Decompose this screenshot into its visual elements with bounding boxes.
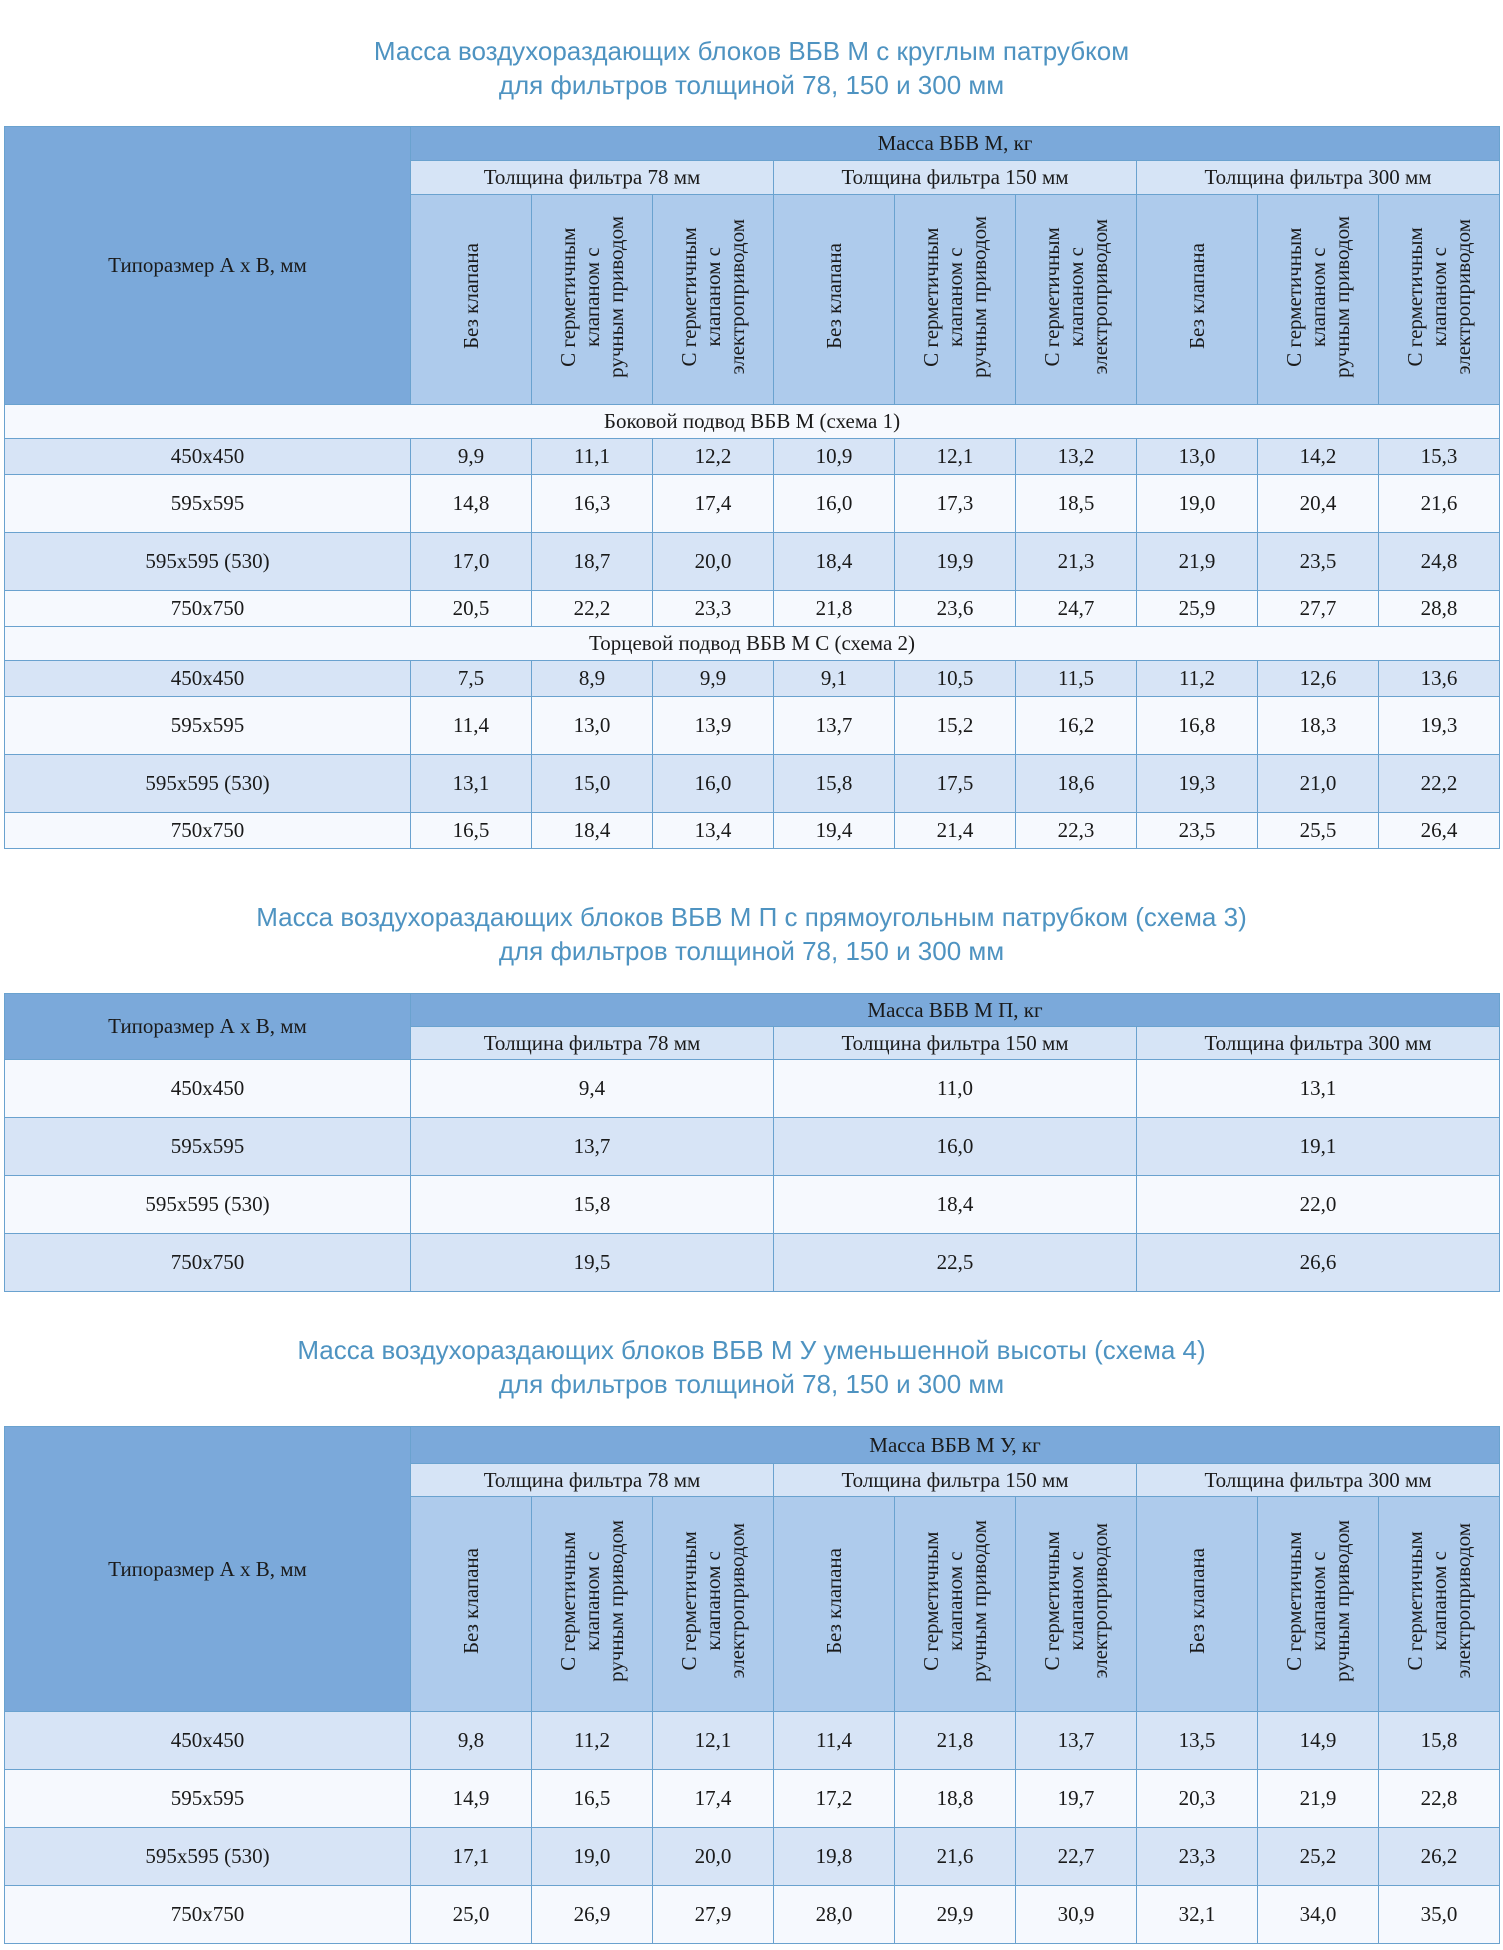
mass-cell: 13,9 — [653, 697, 774, 755]
thickness-header: Толщина фильтра 150 мм — [774, 1464, 1137, 1497]
mass-cell: 9,1 — [774, 661, 895, 697]
mass-cell: 11,1 — [532, 439, 653, 475]
mass-cell: 13,7 — [774, 697, 895, 755]
sub-header-line: ручным приводом — [604, 1520, 628, 1682]
sub-header-line: клапаном с — [701, 1551, 725, 1651]
mass-cell: 22,0 — [1137, 1176, 1500, 1234]
sub-header-line: клапаном с — [580, 246, 604, 347]
table-row — [5, 1770, 1500, 1828]
mass-cell: 13,5 — [1137, 1712, 1258, 1770]
size-cell: 595x595 — [5, 1118, 411, 1176]
mass-cell: 19,3 — [1379, 697, 1500, 755]
mass-cell: 12,6 — [1258, 661, 1379, 697]
mass-cell: 29,9 — [895, 1886, 1016, 1944]
mass-cell: 22,5 — [774, 1234, 1137, 1292]
mass-cell: 21,6 — [895, 1828, 1016, 1886]
mass-cell: 19,5 — [411, 1234, 774, 1292]
thickness-header: Толщина фильтра 300 мм — [1137, 1027, 1500, 1060]
sub-header — [774, 195, 895, 405]
sub-header-text — [677, 1523, 749, 1679]
mass-cell: 35,0 — [1379, 1886, 1500, 1944]
sub-header — [411, 195, 532, 405]
sub-header-line: электроприводом — [1451, 1523, 1475, 1679]
mass-cell: 18,7 — [532, 533, 653, 591]
mass-cell: 16,8 — [1137, 697, 1258, 755]
size-cell: 595x595 — [5, 475, 411, 533]
table-row — [5, 661, 1500, 697]
mass-cell: 19,1 — [1137, 1118, 1500, 1176]
sub-header-text — [556, 1520, 628, 1682]
section-label: Боковой подвод ВБВ М (схема 1) — [5, 405, 1500, 439]
mass-cell: 17,3 — [895, 475, 1016, 533]
mass-cell: 19,7 — [1016, 1770, 1137, 1828]
sub-header-line: С герметичным — [919, 226, 943, 367]
sub-header-line: электроприводом — [725, 218, 749, 375]
sub-header-line: С герметичным — [1403, 226, 1427, 367]
mass-cell: 21,8 — [774, 591, 895, 627]
section-row — [5, 627, 1500, 661]
mass-cell: 16,0 — [653, 755, 774, 813]
table-row — [5, 591, 1500, 627]
thickness-header: Толщина фильтра 78 мм — [411, 161, 774, 195]
thickness-header: Толщина фильтра 300 мм — [1137, 161, 1500, 195]
mass-cell: 30,9 — [1016, 1886, 1137, 1944]
mass-cell: 27,7 — [1258, 591, 1379, 627]
mass-cell: 22,2 — [532, 591, 653, 627]
sub-header-line: Без клапана — [459, 243, 483, 350]
thickness-header: Толщина фильтра 78 мм — [411, 1464, 774, 1497]
size-header: Типоразмер А х В, мм — [5, 1427, 411, 1712]
table2-title — [0, 900, 1503, 968]
mass-cell: 20,4 — [1258, 475, 1379, 533]
sub-header-text — [556, 216, 628, 378]
size-cell: 595x595 (530) — [5, 1176, 411, 1234]
mass-cell: 17,0 — [411, 533, 532, 591]
mass-cell: 19,0 — [532, 1828, 653, 1886]
mass-cell: 19,8 — [774, 1828, 895, 1886]
mass-cell: 16,3 — [532, 475, 653, 533]
table-row — [5, 1176, 1500, 1234]
mass-cell: 13,1 — [1137, 1060, 1500, 1118]
sub-header-line: Без клапана — [459, 1547, 483, 1655]
sub-header-line: электроприводом — [1088, 1523, 1112, 1679]
thickness-header: Толщина фильтра 150 мм — [774, 1027, 1137, 1060]
mass-cell: 9,8 — [411, 1712, 532, 1770]
mass-cell: 16,0 — [774, 475, 895, 533]
table1-title-line2: для фильтров толщиной 78, 150 и 300 мм — [498, 70, 1005, 100]
sub-header-line: клапаном с — [943, 1551, 967, 1651]
mass-cell: 21,8 — [895, 1712, 1016, 1770]
sub-header-line: клапаном с — [943, 246, 967, 347]
size-cell: 595x595 — [5, 1770, 411, 1828]
mass-cell: 21,4 — [895, 813, 1016, 849]
sub-header-line: С герметичным — [677, 226, 701, 367]
size-cell: 750x750 — [5, 591, 411, 627]
sub-header-text — [1185, 243, 1209, 349]
mass-cell: 13,6 — [1379, 661, 1500, 697]
table3-title-line1: Масса воздухораздающих блоков ВБВ М У уменьшенной высоты (схема 4) — [297, 1335, 1206, 1365]
sub-header-text — [459, 243, 483, 349]
section-label: Торцевой подвод ВБВ М С (схема 2) — [5, 627, 1500, 661]
mass-cell: 11,5 — [1016, 661, 1137, 697]
mass-cell: 23,5 — [1137, 813, 1258, 849]
mass-cell: 18,4 — [774, 533, 895, 591]
sub-header — [532, 195, 653, 405]
mass-cell: 28,8 — [1379, 591, 1500, 627]
sub-header-line: С герметичным — [1282, 226, 1306, 367]
mass-cell: 22,2 — [1379, 755, 1500, 813]
size-cell: 595x595 (530) — [5, 1828, 411, 1886]
mass-cell: 18,3 — [1258, 697, 1379, 755]
sub-header-line: клапаном с — [701, 246, 725, 347]
sub-header-text — [1282, 1520, 1354, 1682]
mass-cell: 21,0 — [1258, 755, 1379, 813]
mass-cell: 16,0 — [774, 1118, 1137, 1176]
table-row — [5, 1828, 1500, 1886]
mass-cell: 22,7 — [1016, 1828, 1137, 1886]
mass-cell: 11,2 — [532, 1712, 653, 1770]
table-row — [5, 755, 1500, 813]
mass-cell: 20,0 — [653, 1828, 774, 1886]
size-header: Типоразмер А х В, мм — [5, 994, 411, 1060]
sub-header — [653, 195, 774, 405]
sub-header — [1379, 195, 1500, 405]
mass-cell: 14,9 — [1258, 1712, 1379, 1770]
mass-cell: 15,3 — [1379, 439, 1500, 475]
sub-header-line: С герметичным — [1040, 226, 1064, 367]
mass-cell: 20,5 — [411, 591, 532, 627]
mass-cell: 17,4 — [653, 1770, 774, 1828]
mass-cell: 10,9 — [774, 439, 895, 475]
sub-header — [895, 195, 1016, 405]
sub-header-line: Без клапана — [1185, 243, 1209, 350]
mass-cell: 13,1 — [411, 755, 532, 813]
mass-cell: 17,1 — [411, 1828, 532, 1886]
mass-header: Масса ВБВ М, кг — [411, 127, 1500, 161]
table1-body — [5, 405, 1500, 849]
mass-cell: 24,8 — [1379, 533, 1500, 591]
sub-header-text — [1040, 1523, 1112, 1679]
mass-cell: 13,0 — [1137, 439, 1258, 475]
sub-header-line: электроприводом — [1088, 218, 1112, 375]
size-header: Типоразмер А х В, мм — [5, 127, 411, 405]
sub-header-text — [459, 1548, 483, 1654]
sub-header-line: ручным приводом — [1330, 1520, 1354, 1682]
mass-cell: 25,9 — [1137, 591, 1258, 627]
sub-header — [411, 1497, 532, 1712]
table-row — [5, 1234, 1500, 1292]
mass-cell: 17,2 — [774, 1770, 895, 1828]
sub-header — [1379, 1497, 1500, 1712]
sub-header-text — [919, 216, 991, 378]
sub-header-line: электроприводом — [1451, 218, 1475, 375]
mass-cell: 11,2 — [1137, 661, 1258, 697]
size-cell: 595x595 (530) — [5, 755, 411, 813]
mass-header: Масса ВБВ М У, кг — [411, 1427, 1500, 1464]
table2-body — [5, 1060, 1500, 1292]
mass-cell: 23,3 — [1137, 1828, 1258, 1886]
sub-header — [532, 1497, 653, 1712]
table3-title-line2: для фильтров толщиной 78, 150 и 300 мм — [498, 1369, 1005, 1399]
mass-cell: 26,4 — [1379, 813, 1500, 849]
sub-header-line: клапаном с — [1064, 1551, 1088, 1651]
mass-cell: 13,7 — [1016, 1712, 1137, 1770]
sub-header-line: Без клапана — [1185, 1547, 1209, 1655]
table1-title — [0, 34, 1503, 102]
sub-header-text — [822, 243, 846, 349]
mass-cell: 27,9 — [653, 1886, 774, 1944]
table-row — [5, 1118, 1500, 1176]
mass-cell: 11,4 — [774, 1712, 895, 1770]
sub-header-line: электроприводом — [725, 1523, 749, 1679]
thickness-header: Толщина фильтра 150 мм — [774, 161, 1137, 195]
mass-cell: 28,0 — [774, 1886, 895, 1944]
mass-cell: 18,4 — [532, 813, 653, 849]
size-cell: 750x750 — [5, 1234, 411, 1292]
sub-header-line: С герметичным — [919, 1531, 943, 1671]
mass-cell: 15,8 — [1379, 1712, 1500, 1770]
sub-header-text — [677, 219, 749, 375]
mass-cell: 22,3 — [1016, 813, 1137, 849]
mass-cell: 14,9 — [411, 1770, 532, 1828]
mass-cell: 9,4 — [411, 1060, 774, 1118]
mass-cell: 13,2 — [1016, 439, 1137, 475]
mass-cell: 11,4 — [411, 697, 532, 755]
sub-header-line: ручным приводом — [1330, 215, 1354, 378]
mass-cell: 21,3 — [1016, 533, 1137, 591]
mass-cell: 12,1 — [653, 1712, 774, 1770]
mass-cell: 24,7 — [1016, 591, 1137, 627]
sub-header-text — [1185, 1548, 1209, 1654]
sub-header-line: ручным приводом — [604, 215, 628, 378]
mass-cell: 20,0 — [653, 533, 774, 591]
mass-cell: 26,9 — [532, 1886, 653, 1944]
sub-header-line: С герметичным — [1403, 1531, 1427, 1671]
sub-header-line: С герметичным — [677, 1531, 701, 1671]
size-cell: 595x595 — [5, 697, 411, 755]
mass-cell: 15,2 — [895, 697, 1016, 755]
size-cell: 595x595 (530) — [5, 533, 411, 591]
sub-header — [653, 1497, 774, 1712]
size-cell: 450x450 — [5, 439, 411, 475]
mass-cell: 18,5 — [1016, 475, 1137, 533]
table2 — [4, 993, 1500, 1292]
size-cell: 750x750 — [5, 1886, 411, 1944]
size-cell: 450x450 — [5, 661, 411, 697]
mass-cell: 32,1 — [1137, 1886, 1258, 1944]
sub-header — [895, 1497, 1016, 1712]
mass-cell: 23,6 — [895, 591, 1016, 627]
sub-header-text — [1403, 219, 1475, 375]
mass-cell: 16,2 — [1016, 697, 1137, 755]
mass-cell: 19,0 — [1137, 475, 1258, 533]
table3-title — [0, 1333, 1503, 1401]
mass-cell: 12,1 — [895, 439, 1016, 475]
mass-cell: 9,9 — [411, 439, 532, 475]
sub-header-line: клапаном с — [1427, 246, 1451, 347]
sub-header — [1258, 195, 1379, 405]
mass-cell: 16,5 — [411, 813, 532, 849]
sub-header — [1137, 195, 1258, 405]
mass-cell: 14,8 — [411, 475, 532, 533]
sub-header — [1016, 1497, 1137, 1712]
table-row — [5, 697, 1500, 755]
table-row — [5, 1886, 1500, 1944]
sub-header-line: Без клапана — [822, 243, 846, 350]
section-row — [5, 405, 1500, 439]
mass-header: Масса ВБВ М П, кг — [411, 994, 1500, 1027]
mass-cell: 20,3 — [1137, 1770, 1258, 1828]
sub-header-text — [822, 1548, 846, 1654]
mass-cell: 12,2 — [653, 439, 774, 475]
sub-header-line: ручным приводом — [967, 1520, 991, 1682]
table-row — [5, 533, 1500, 591]
sub-header-line: С герметичным — [1282, 1531, 1306, 1671]
table-row — [5, 1060, 1500, 1118]
sub-header-line: С герметичным — [556, 226, 580, 367]
mass-cell: 13,7 — [411, 1118, 774, 1176]
sub-header — [774, 1497, 895, 1712]
sub-header — [1016, 195, 1137, 405]
table-row — [5, 813, 1500, 849]
mass-cell: 19,3 — [1137, 755, 1258, 813]
mass-cell: 11,0 — [774, 1060, 1137, 1118]
mass-cell: 15,8 — [411, 1176, 774, 1234]
mass-cell: 23,3 — [653, 591, 774, 627]
table2-title-line2: для фильтров толщиной 78, 150 и 300 мм — [498, 936, 1005, 966]
mass-cell: 8,9 — [532, 661, 653, 697]
table-row — [5, 439, 1500, 475]
sub-header-line: ручным приводом — [967, 215, 991, 378]
sub-header-line: клапаном с — [580, 1551, 604, 1651]
sub-header-line: С герметичным — [556, 1531, 580, 1671]
mass-cell: 22,8 — [1379, 1770, 1500, 1828]
mass-cell: 25,5 — [1258, 813, 1379, 849]
sub-header-line: клапаном с — [1427, 1551, 1451, 1651]
mass-cell: 23,5 — [1258, 533, 1379, 591]
table-row — [5, 475, 1500, 533]
mass-cell: 19,4 — [774, 813, 895, 849]
mass-cell: 17,4 — [653, 475, 774, 533]
mass-cell: 9,9 — [653, 661, 774, 697]
table1-title-line1: Масса воздухораздающих блоков ВБВ М с круглым патрубком — [373, 36, 1130, 66]
table3-body — [5, 1712, 1500, 1944]
sub-header-line: С герметичным — [1040, 1531, 1064, 1671]
mass-cell: 10,5 — [895, 661, 1016, 697]
sub-header-text — [1403, 1523, 1475, 1679]
mass-cell: 15,0 — [532, 755, 653, 813]
table1 — [4, 126, 1500, 849]
sub-header-line: клапаном с — [1064, 246, 1088, 347]
table-row — [5, 1712, 1500, 1770]
mass-cell: 26,6 — [1137, 1234, 1500, 1292]
sub-header-line: клапаном с — [1306, 1551, 1330, 1651]
size-cell: 750x750 — [5, 813, 411, 849]
sub-header-text — [1282, 216, 1354, 378]
sub-header-text — [919, 1520, 991, 1682]
sub-header — [1258, 1497, 1379, 1712]
sub-header-text — [1040, 219, 1112, 375]
mass-cell: 7,5 — [411, 661, 532, 697]
mass-cell: 25,2 — [1258, 1828, 1379, 1886]
thickness-header: Толщина фильтра 300 мм — [1137, 1464, 1500, 1497]
sub-header-line: Без клапана — [822, 1547, 846, 1655]
mass-cell: 13,4 — [653, 813, 774, 849]
mass-cell: 13,0 — [532, 697, 653, 755]
mass-cell: 34,0 — [1258, 1886, 1379, 1944]
mass-cell: 21,9 — [1258, 1770, 1379, 1828]
mass-cell: 21,9 — [1137, 533, 1258, 591]
mass-cell: 18,6 — [1016, 755, 1137, 813]
mass-cell: 18,8 — [895, 1770, 1016, 1828]
mass-cell: 15,8 — [774, 755, 895, 813]
size-cell: 450x450 — [5, 1060, 411, 1118]
sub-header — [1137, 1497, 1258, 1712]
mass-cell: 19,9 — [895, 533, 1016, 591]
mass-cell: 14,2 — [1258, 439, 1379, 475]
thickness-header: Толщина фильтра 78 мм — [411, 1027, 774, 1060]
mass-cell: 26,2 — [1379, 1828, 1500, 1886]
mass-cell: 18,4 — [774, 1176, 1137, 1234]
mass-cell: 16,5 — [532, 1770, 653, 1828]
mass-cell: 17,5 — [895, 755, 1016, 813]
mass-cell: 21,6 — [1379, 475, 1500, 533]
size-cell: 450x450 — [5, 1712, 411, 1770]
mass-cell: 25,0 — [411, 1886, 532, 1944]
table3 — [4, 1426, 1500, 1944]
table2-title-line1: Масса воздухораздающих блоков ВБВ М П с прямоугольным патрубком (схема 3) — [256, 902, 1247, 932]
sub-header-line: клапаном с — [1306, 246, 1330, 347]
